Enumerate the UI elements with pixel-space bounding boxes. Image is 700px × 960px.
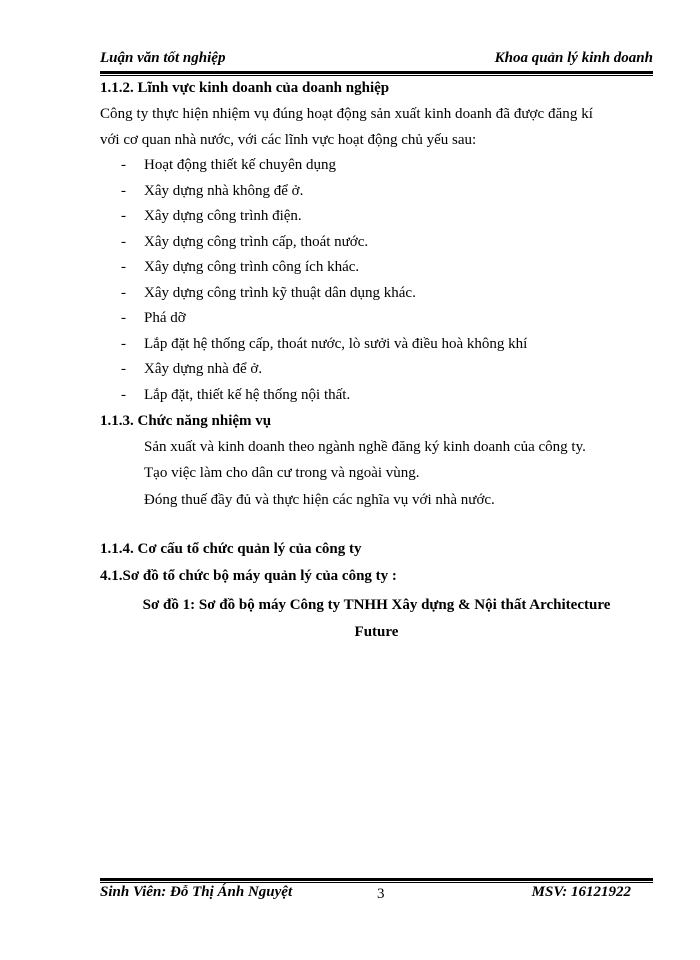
header-left-title: Luận văn tốt nghiệp [100, 50, 226, 66]
section-114-heading: 1.1.4. Cơ cấu tổ chức quản lý của công ty [100, 541, 362, 557]
footer-rule-thick [100, 878, 653, 881]
section-112-intro-line2: với cơ quan nhà nước, với các lĩnh vực hoạt động chủ yếu sau: [100, 132, 477, 148]
section-113-heading: 1.1.3. Chức năng nhiệm vụ [100, 413, 272, 429]
bullet-dash: - [121, 157, 126, 173]
page-footer [100, 884, 653, 904]
list-item-text: Xây dựng công trình cấp, thoát nước. [144, 234, 369, 250]
diagram-caption-line2: Future [354, 624, 399, 640]
page-header [100, 50, 653, 70]
list-item-text: Xây dựng công trình điện. [144, 208, 302, 224]
bullet-dash: - [121, 234, 126, 250]
list-item-text: Hoạt động thiết kế chuyên dụng [144, 157, 337, 173]
section-41-heading: 4.1.Sơ đồ tổ chức bộ máy quản lý của công ty : [100, 568, 397, 584]
header-rule-thin [100, 75, 653, 76]
list-item-text: Xây dựng công trình kỹ thuật dân dụng khác. [144, 285, 416, 301]
diagram-caption-line1: Sơ đồ 1: Sơ đồ bộ máy Công ty TNHH Xây dựng & Nội thất Architecture [142, 597, 611, 613]
footer-student-id: MSV: 16121922 [531, 884, 631, 900]
list-item-text: Lắp đặt hệ thống cấp, thoát nước, lò sưởi và điều hoà không khí [144, 336, 528, 352]
bullet-dash: - [121, 310, 126, 326]
bullet-dash: - [121, 208, 126, 224]
section-112-heading: 1.1.2. Lĩnh vực kinh doanh của doanh nghiệp [100, 80, 390, 96]
list-item-text: Lắp đặt, thiết kế hệ thống nội thất. [144, 387, 351, 403]
header-right-title: Khoa quản lý kinh doanh [494, 50, 653, 66]
header-rule-thick [100, 71, 653, 74]
section-112-intro-line1: Công ty thực hiện nhiệm vụ đúng hoạt động sản xuất kinh doanh đã được đăng kí [100, 106, 593, 122]
bullet-dash: - [121, 336, 126, 352]
bullet-dash: - [121, 285, 126, 301]
list-item-text: Phá dỡ [144, 310, 186, 326]
list-item-text: Xây dựng công trình công ích khác. [144, 259, 360, 275]
list-item-text: Xây dựng nhà không để ở. [144, 183, 304, 199]
bullet-dash: - [121, 361, 126, 377]
section-113-line: Đóng thuế đầy đủ và thực hiện các nghĩa vụ với nhà nước. [144, 492, 495, 508]
footer-rule-thin [100, 882, 653, 883]
page-number: 3 [377, 886, 385, 902]
footer-student-name: Sinh Viên: Đỗ Thị Ánh Nguyệt [100, 884, 293, 900]
bullet-dash: - [121, 387, 126, 403]
list-item-text: Xây dựng nhà để ở. [144, 361, 263, 377]
bullet-dash: - [121, 183, 126, 199]
section-113-line: Tạo việc làm cho dân cư trong và ngoài vùng. [144, 465, 420, 481]
bullet-dash: - [121, 259, 126, 275]
section-113-line: Sản xuất và kinh doanh theo ngành nghề đăng ký kinh doanh của công ty. [144, 439, 586, 455]
